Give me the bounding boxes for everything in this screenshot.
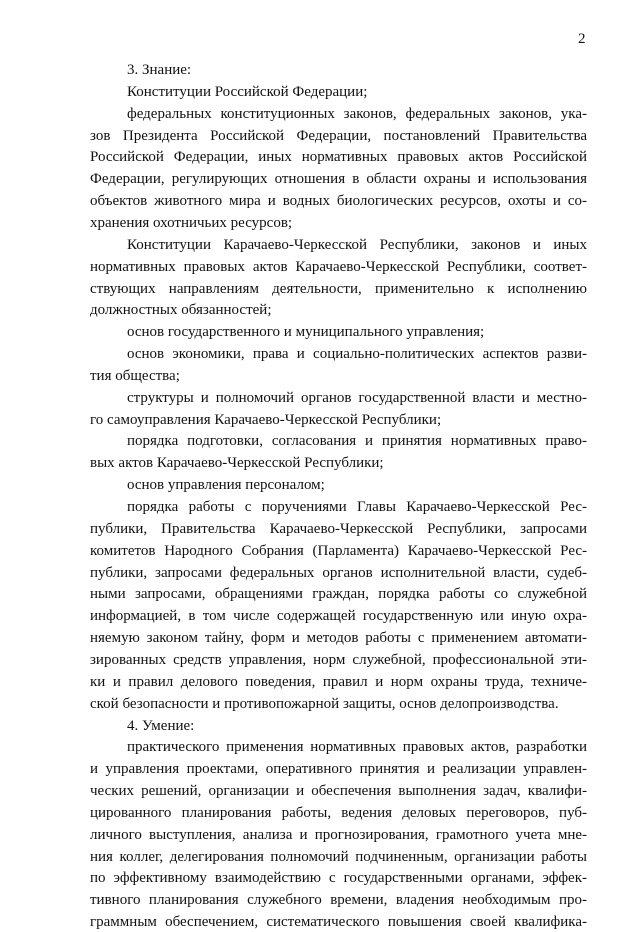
text-line: Конституции Карачаево-Черкесской Республики, законов и иных bbox=[127, 236, 587, 253]
text-line: 4. Умение: bbox=[127, 717, 195, 734]
text-line: ствующих направлениям деятельности, применительно к исполнению bbox=[90, 280, 587, 297]
text-line: зов Президента Российской Федерации, постановлений Правительства bbox=[90, 127, 587, 144]
text-line: ской безопасности и противопожарной защиты, основ делопроизводства. bbox=[90, 695, 559, 712]
text-line: публики, Правительства Карачаево-Черкесской Республики, запросами bbox=[90, 520, 587, 537]
text-line: основ экономики, права и социально-политических аспектов разви- bbox=[127, 346, 587, 363]
text-line: объектов животного мира и водных биологических ресурсов, охоты и со- bbox=[90, 193, 587, 210]
text-line: Конституции Российской Федерации; bbox=[127, 83, 368, 100]
text-line: цированного планирования работы, ведения деловых переговоров, пуб- bbox=[90, 804, 587, 821]
text-line: зированных средств управления, норм служебной, профессиональной эти- bbox=[90, 651, 587, 668]
text-line: информацией, в том числе содержащей государственную или иную охра- bbox=[90, 608, 587, 625]
text-line: Российской Федерации, иных нормативных правовых актов Российской bbox=[90, 149, 587, 166]
text-line: ки и правил делового поведения, правил и норм охраны труда, техниче- bbox=[90, 673, 587, 690]
text-line: практического применения нормативных правовых актов, разработки bbox=[127, 739, 587, 756]
text-line: комитетов Народного Собрания (Парламента) Карачаево-Черкесской Рес- bbox=[90, 542, 587, 559]
text-line: личного выступления, анализа и прогнозирования, грамотного учета мне- bbox=[90, 826, 587, 843]
text-line: ния коллег, делегирования полномочий подчиненным, организации работы bbox=[90, 848, 587, 865]
text-line: вых актов Карачаево-Черкесской Республики; bbox=[90, 455, 384, 472]
text-line: тия общества; bbox=[90, 367, 180, 384]
text-line: структуры и полномочий органов государственной власти и местно- bbox=[127, 389, 587, 406]
text-line: федеральных конституционных законов, федеральных законов, ука- bbox=[127, 105, 587, 122]
text-line: основ государственного и муниципального управления; bbox=[127, 324, 485, 341]
text-line: должностных обязанностей; bbox=[90, 302, 272, 319]
text-line: граммным обеспечением, систематического повышения своей квалифика- bbox=[90, 914, 587, 931]
text-line: ческих решений, организации и обеспечения выполнения задач, квалифи- bbox=[90, 783, 587, 800]
text-line: 3. Знание: bbox=[127, 62, 192, 78]
text-line: хранения охотничьих ресурсов; bbox=[90, 214, 293, 231]
text-line: порядка подготовки, согласования и принятия нормативных право- bbox=[127, 433, 587, 450]
text-line: няемую законом тайну, форм и методов работы с применением автомати- bbox=[90, 630, 587, 647]
text-line: публики, запросами федеральных органов исполнительной власти, судеб- bbox=[90, 564, 587, 581]
text-line: го самоуправления Карачаево-Черкесской Республики; bbox=[90, 411, 442, 428]
text-line: основ управления персоналом; bbox=[127, 477, 325, 494]
text-line: нормативных правовых актов Карачаево-Черкесской Республики, соответ- bbox=[90, 258, 587, 275]
text-line: по эффективному взаимодействию с государственными органами, эффек- bbox=[90, 870, 587, 887]
text-line: порядка работы с поручениями Главы Карачаево-Черкесской Рес- bbox=[127, 499, 587, 515]
text-line: ными запросами, обращениями граждан, порядка работы со служебной bbox=[90, 586, 587, 603]
page-number: 2 bbox=[578, 31, 586, 47]
text-line: Федерации, регулирующих отношения в области охраны и использования bbox=[90, 171, 587, 188]
text-line: тивного планирования служебного времени, владения необходимым про- bbox=[90, 892, 587, 909]
text-line: и управления проектами, оперативного принятия и реализации управлен- bbox=[90, 761, 587, 778]
